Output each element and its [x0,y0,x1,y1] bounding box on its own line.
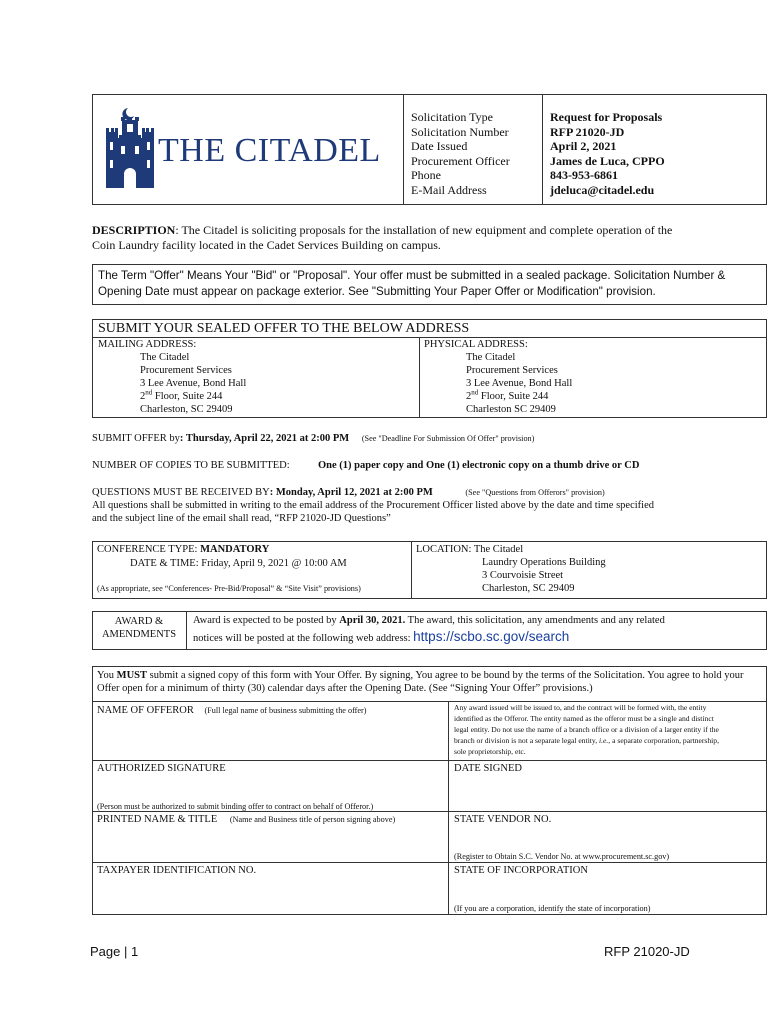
mailing-city: Charleston, SC 29409 [140,404,233,415]
name-of-offeror-label: NAME OF OFFEROR [97,705,194,716]
mailing-floor: 2nd Floor, Suite 244 [140,388,223,402]
printed-name-label: PRINTED NAME & TITLE [97,814,218,825]
questions-note: (See "Questions from Offerors" provision) [465,488,605,497]
authorized-signature-note: (Person must be authorized to submit binding offer to contract on behalf of Offeror.) [97,802,374,811]
label-procurement-officer: Procurement Officer [411,153,510,168]
conference-type-value: MANDATORY [200,544,270,555]
physical-label: PHYSICAL ADDRESS: [424,339,528,350]
label-phone: Phone [411,168,441,183]
mailing-line-2: Procurement Services [140,365,232,376]
description-label: DESCRIPTION [92,223,176,237]
submit-offer-line [92,432,534,445]
header-divider-2 [542,94,543,205]
questions-label: QUESTIONS MUST BE RECEIVED BY [92,487,270,498]
citadel-logo [100,106,390,192]
signing-must: MUST [116,670,148,681]
address-divider [419,337,420,418]
header-divider-1 [403,94,404,205]
physical-line-2: Procurement Services [466,365,558,376]
physical-floor: 2nd Floor, Suite 244 [466,388,549,402]
location-line-2: Laundry Operations Building [482,557,606,568]
conference-divider [411,541,412,599]
submit-offer-label: SUBMIT OFFER by [92,433,180,444]
state-incorporation-note: (If you are a corporation, identify the state of incorporation) [454,904,651,913]
value-solicitation-number: RFP 21020-JD [550,124,625,139]
address-title: SUBMIT YOUR SEALED OFFER TO THE BELOW ADDRESS [98,321,470,336]
castle-icon [106,106,154,192]
mailing-line-1: The Citadel [140,352,190,363]
date-signed-label[interactable]: DATE SIGNED [454,763,522,774]
printed-name[interactable] [97,813,395,826]
conference-location [416,543,606,595]
signing-row-divider-1 [92,760,767,761]
location-line-4: Charleston, SC 29409 [482,583,575,594]
label-email: E-Mail Address [411,182,487,197]
submit-offer-note: (See "Deadline For Submission Of Offer" provision) [361,434,535,443]
location-line-1: The Citadel [473,544,524,555]
mailing-address [98,338,246,416]
physical-address [424,338,572,416]
printed-name-note: (Name and Business title of person signing above) [229,815,396,824]
label-solicitation-type: Solicitation Type [411,110,493,124]
value-date-issued: April 2, 2021 [550,139,617,154]
conference-datetime: DATE & TIME: Friday, April 9, 2021 @ 10:00 AM [130,558,347,569]
award-label: AWARD & AMENDMENTS [101,616,177,640]
header-labels [411,110,510,198]
footer-rfp: RFP 21020-JD [604,944,690,959]
conference-note: (As appropriate, see “Conferences- Pre-Bid/Proposal” & “Site Visit” provisions) [97,584,361,593]
signing-row-divider-3 [92,862,767,863]
questions-text: All questions shall be submitted in writing to the email address of the Procurement Officer listed above by the date and time specified and the subject line of the email shall read, “RFP 21020-JD Questions” [92,500,654,524]
taxpayer-id-label[interactable]: TAXPAYER IDENTIFICATION NO. [97,865,257,876]
questions-date: : Monday, April 12, 2021 at 2:00 PM [269,487,433,498]
value-email[interactable]: jdeluca@citadel.edu [550,182,655,197]
name-of-offeror-note: (Full legal name of business submitting the offer) [204,706,367,715]
state-incorporation-label[interactable]: STATE OF INCORPORATION [454,865,588,876]
location-label: LOCATION: [416,544,474,555]
award-date: April 30, 2021. [339,615,406,626]
award-divider [186,611,187,650]
award-link[interactable]: https://scbo.sc.gov/search [413,629,570,644]
signing-intro: You MUST submit a signed copy of this form with Your Offer. By signing, You agree to be bound by the terms of the Solicitation. You agree to hold your Offer open for a minimum of thirty (30) calendar days after the Opening Date. (See “Signing Your Offer” provisions.) [97,670,744,694]
mailing-label: MAILING ADDRESS: [98,339,197,350]
submit-offer-date: : Thursday, April 22, 2021 at 2:00 PM [179,433,350,444]
award-text-1: Award is expected to be posted by April 30, 2021. The award, this solicitation, any amendments and any related [193,615,665,626]
award-text-2: notices will be posted at the following web address: https://scbo.sc.gov/search [193,629,570,644]
label-date-issued: Date Issued [411,139,468,154]
state-vendor-label[interactable]: STATE VENDOR NO. [454,814,552,825]
name-of-offeror[interactable] [97,704,366,717]
authorized-signature-label[interactable]: AUTHORIZED SIGNATURE [97,763,226,774]
copies-value: One (1) paper copy and One (1) electronic copy on a thumb drive or CD [318,460,640,471]
label-solicitation-number: Solicitation Number [411,124,509,139]
questions-line [92,486,605,499]
conference-type: CONFERENCE TYPE: MANDATORY [97,544,270,555]
signing-col-divider [448,701,449,915]
location-line-3: 3 Courvoisie Street [482,570,564,581]
copies-label: NUMBER OF COPIES TO BE SUBMITTED: [92,460,290,471]
physical-line-1: The Citadel [466,352,516,363]
state-vendor-note: (Register to Obtain S.C. Vendor No. at www.procurement.sc.gov) [454,852,670,861]
physical-line-3: 3 Lee Avenue, Bond Hall [466,378,573,389]
value-procurement-officer: James de Luca, CPPO [550,153,665,168]
award-entity-note: Any award issued will be issued to, and the contract will be formed with, the entity identified as the Offeror. The entity named as the offeror must be a single and distinct legal entity. Do not use the name of a branch office or a division of a larger entity if the branch or division is not a separate legal entity, i.e., a separate corporation, partnership, sole proprietorship, etc. [454,703,719,756]
offer-notice-text: The Term "Offer" Means Your "Bid" or "Proposal". Your offer must be submitted in a sealed package. Solicitation Number & Opening Date must appear on package exterior. See "Submitting Your Paper Offer or Modification" provision. [98,269,726,298]
physical-city: Charleston SC 29409 [466,404,556,415]
description [92,223,682,252]
description-text: : The Citadel is soliciting proposals for the installation of new equipment and complete operation of the Coin Laundry facility located in the Cadet Services Building on campus. [92,223,673,252]
page-number: Page | 1 [90,944,139,959]
logo-wordmark: THE CITADEL [158,132,381,169]
mailing-line-3: 3 Lee Avenue, Bond Hall [140,378,247,389]
value-phone: 843-953-6861 [550,168,618,183]
header-values [550,110,665,198]
value-solicitation-type: Request for Proposals [550,110,663,124]
